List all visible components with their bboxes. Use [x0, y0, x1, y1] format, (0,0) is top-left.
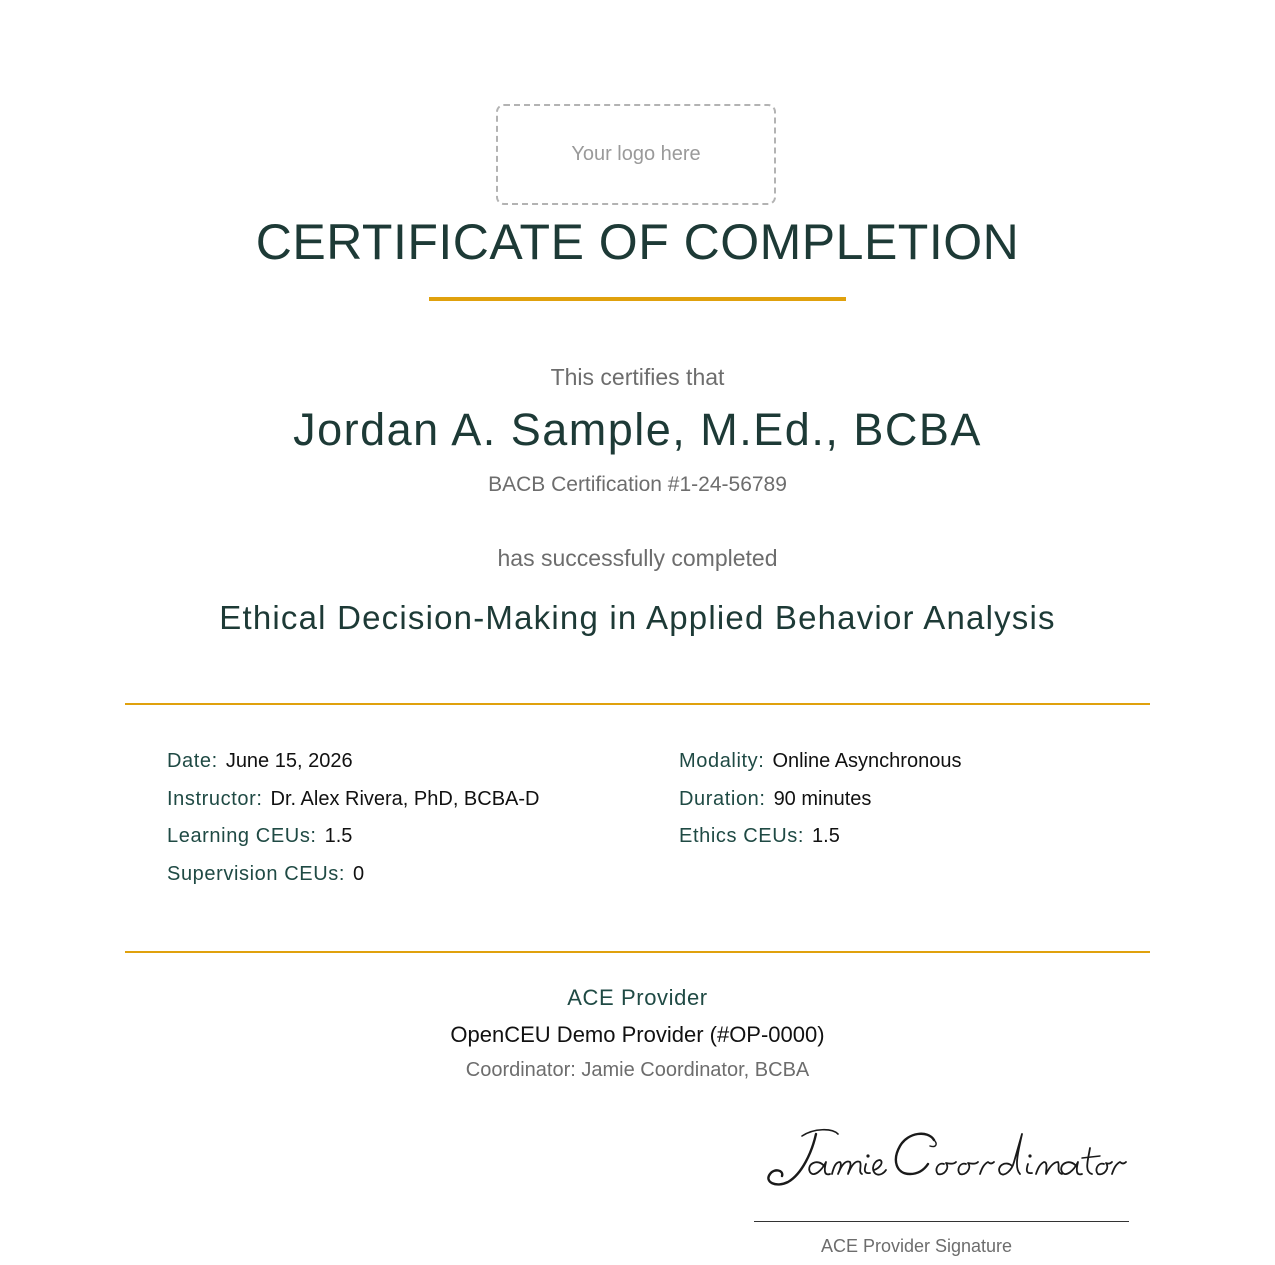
signature-line — [754, 1221, 1129, 1222]
certificate-title: CERTIFICATE OF COMPLETION — [255, 214, 1020, 270]
detail-date-label: Date: — [167, 750, 218, 772]
detail-date — [167, 749, 353, 773]
certification-number: BACB Certification #1-24-56789 — [488, 473, 787, 496]
detail-instructor — [167, 787, 540, 811]
detail-modality — [679, 749, 961, 773]
detail-modality-label: Modality: — [679, 750, 765, 772]
title-underline — [429, 297, 846, 301]
handwritten-signature — [758, 1118, 1128, 1198]
signature-caption: ACE Provider Signature — [820, 1236, 1013, 1256]
detail-ethics-ceus — [679, 824, 840, 848]
detail-duration — [679, 787, 871, 811]
detail-ethics-ceus-value: 1.5 — [812, 825, 840, 847]
detail-supervision-ceus — [167, 862, 364, 886]
divider-top — [125, 703, 1150, 705]
provider-name: OpenCEU Demo Provider (#OP-0000) — [450, 1022, 825, 1047]
detail-date-value: June 15, 2026 — [225, 750, 353, 772]
detail-instructor-value: Dr. Alex Rivera, PhD, BCBA-D — [270, 788, 540, 810]
detail-duration-value: 90 minutes — [773, 788, 872, 810]
provider-heading: ACE Provider — [567, 985, 708, 1010]
recipient-name: Jordan A. Sample, M.Ed., BCBA — [293, 404, 982, 455]
detail-ethics-ceus-label: Ethics CEUs: — [679, 825, 805, 847]
logo-placeholder — [496, 104, 776, 205]
coordinator-text: Coordinator: Jamie Coordinator, BCBA — [465, 1059, 810, 1081]
detail-instructor-label: Instructor: — [167, 788, 263, 810]
detail-learning-ceus — [167, 824, 352, 848]
detail-learning-ceus-value: 1.5 — [324, 825, 353, 847]
detail-supervision-ceus-label: Supervision CEUs: — [167, 863, 346, 885]
detail-modality-value: Online Asynchronous — [772, 750, 962, 772]
detail-duration-label: Duration: — [679, 788, 766, 810]
course-title: Ethical Decision-Making in Applied Behavior Analysis — [219, 599, 1056, 636]
divider-bottom — [125, 951, 1150, 953]
certifies-text: This certifies that — [550, 364, 725, 390]
completed-text: has successfully completed — [497, 545, 778, 571]
logo-placeholder-text: Your logo here — [571, 143, 701, 165]
detail-supervision-ceus-value: 0 — [353, 863, 365, 885]
detail-learning-ceus-label: Learning CEUs: — [167, 825, 317, 847]
